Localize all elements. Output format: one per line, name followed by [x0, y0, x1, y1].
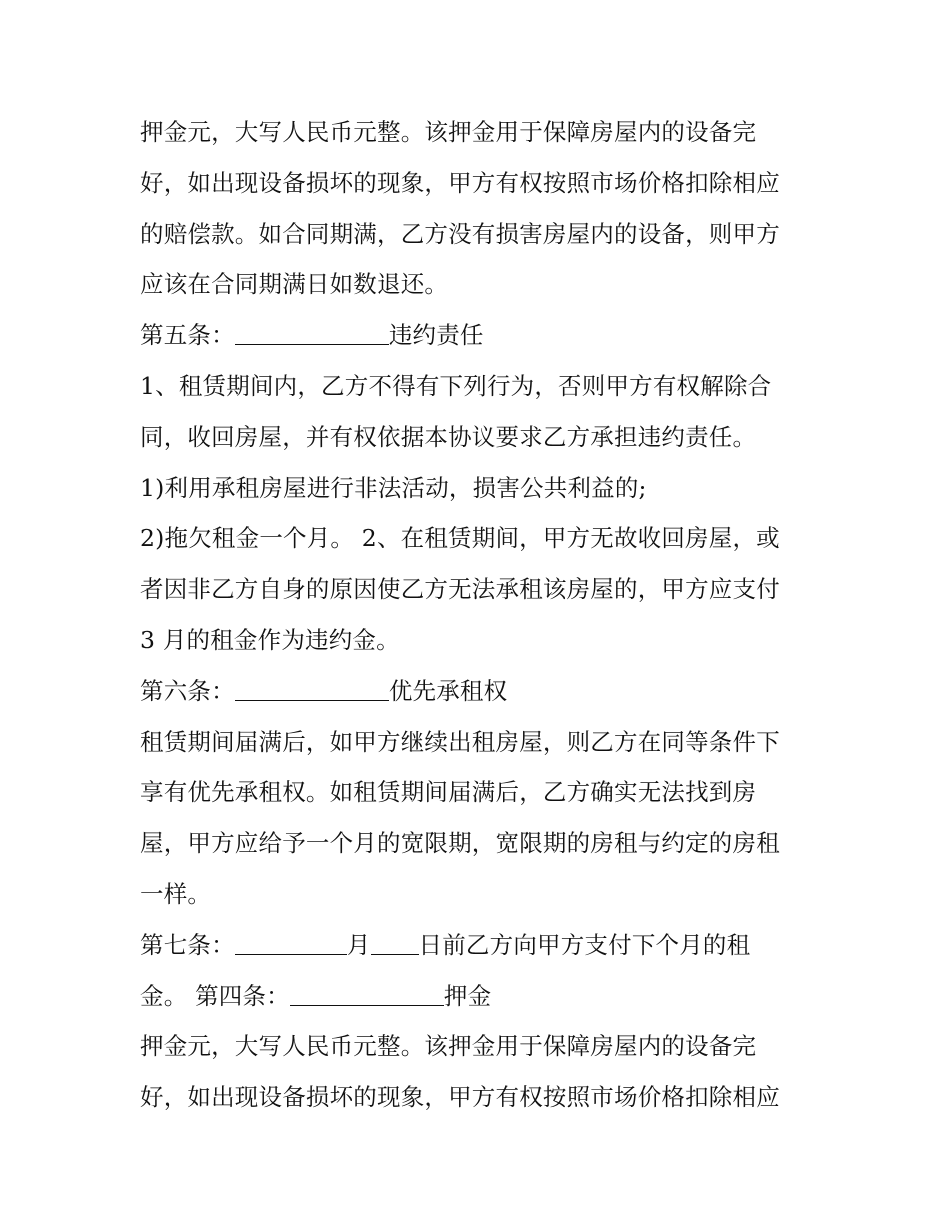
- fill-in-blank: [235, 678, 389, 701]
- article-7-month-label: 月: [346, 930, 371, 959]
- article-5-heading: [140, 310, 830, 361]
- article-6-heading: [140, 666, 830, 717]
- article-6-title: 优先承租权: [388, 676, 508, 705]
- fill-in-blank: [235, 322, 389, 345]
- paragraph-line: 好，如出现设备损坏的现象，甲方有权按照市场价格扣除相应: [140, 168, 780, 197]
- paragraph-line: 同，收回房屋，并有权依据本协议要求乙方承担违约责任。: [140, 422, 757, 451]
- paragraph-line: 屋，甲方应给予一个月的宽限期，宽限期的房租与约定的房租: [140, 829, 780, 858]
- article-5-title: 违约责任: [388, 321, 484, 350]
- document-body: [140, 107, 830, 1123]
- paragraph-line: 好，如出现设备损坏的现象，甲方有权按照市场价格扣除相应: [140, 1083, 780, 1112]
- paragraph-line: 的赔偿款。如合同期满，乙方没有损害房屋内的设备，则甲方: [140, 219, 780, 248]
- article-7-day-text: 日前乙方向甲方支付下个月的租: [418, 930, 751, 959]
- article-5-prefix: 第五条：: [140, 321, 235, 350]
- paragraph-line: 一样。: [140, 879, 212, 908]
- article-4-title: 押金: [443, 981, 492, 1010]
- article-7-heading: [140, 920, 830, 971]
- paragraph-line: 押金元，大写人民币元整。该押金用于保障房屋内的设备完: [140, 118, 757, 146]
- fill-in-blank: [290, 983, 444, 1006]
- article-6-prefix: 第六条：: [140, 676, 235, 705]
- paragraph-line: 者因非乙方自身的原因使乙方无法承租该房屋的，甲方应支付: [140, 575, 780, 604]
- paragraph-line: 享有优先承租权。如租赁期间届满后，乙方确实无法找到房: [140, 778, 757, 807]
- article-7-prefix: 第七条：: [140, 930, 235, 959]
- paragraph-line: 应该在合同期满日如数退还。: [140, 270, 449, 299]
- paragraph-line: 租赁期间届满后，如甲方继续出租房屋，则乙方在同等条件下: [140, 727, 780, 756]
- fill-in-blank: [371, 932, 419, 955]
- paragraph-line: 押金元，大写人民币元整。该押金用于保障房屋内的设备完: [140, 1032, 757, 1061]
- paragraph-line: 1、租赁期间内，乙方不得有下列行为，否则甲方有权解除合: [140, 371, 772, 400]
- fill-in-blank: [235, 932, 347, 955]
- article-7-continuation: 金。 第四条：: [140, 981, 290, 1010]
- paragraph-line: 2)拖欠租金一个月。 2、在租赁期间，甲方无故收回房屋，或: [140, 524, 780, 553]
- paragraph-line: 3 月的租金作为违约金。: [140, 625, 400, 654]
- article-4-heading: [140, 971, 830, 1022]
- paragraph-line: 1)利用承租房屋进行非法活动，损害公共利益的;: [140, 473, 647, 502]
